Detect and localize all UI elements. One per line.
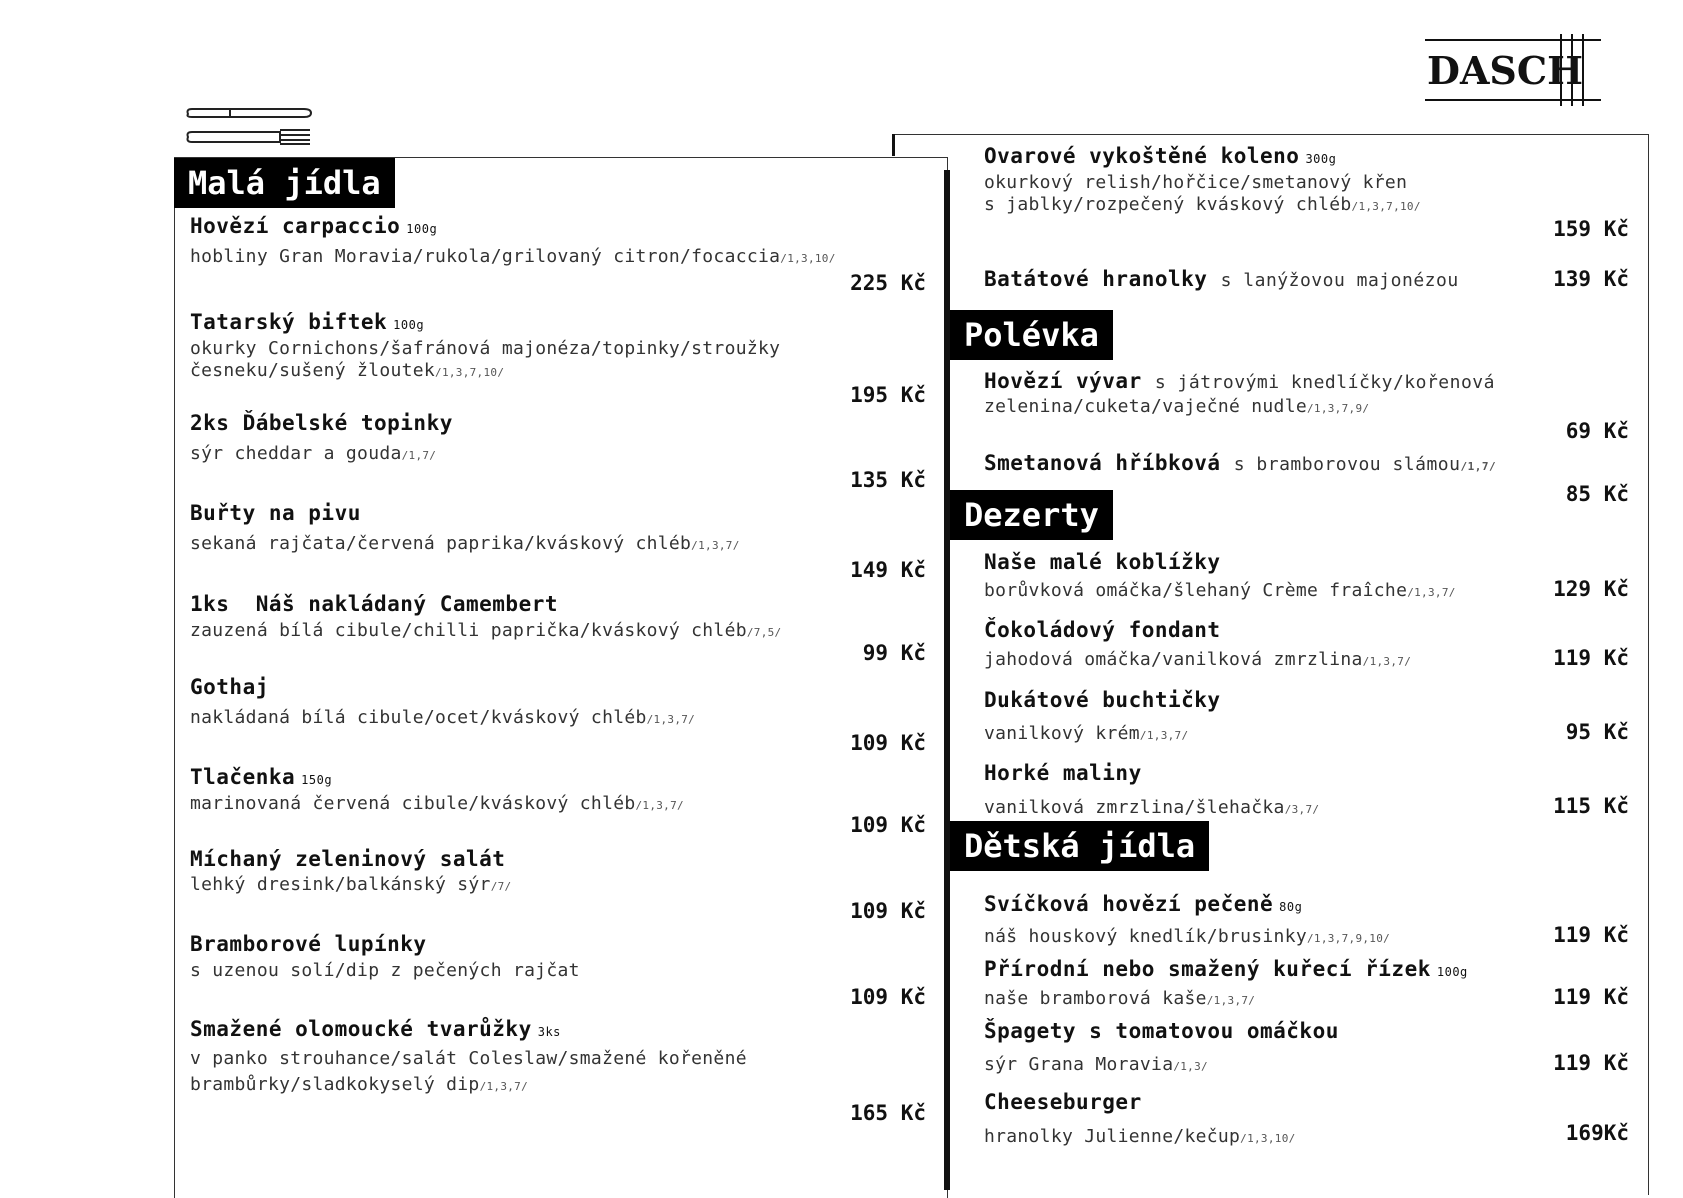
menu-item-desc: vanilková zmrzlina/šlehačka/3,7/ [984,797,1320,818]
menu-item-price: 109 Kč [850,899,926,923]
menu-item-name: Ovarové vykoštěné koleno 300g [984,144,1337,168]
section-title-dezerty: Dezerty [950,490,1113,540]
menu-item-desc: jahodová omáčka/vanilková zmrzlina/1,3,7/ [984,649,1412,670]
menu-item-price: 165 Kč [850,1101,926,1125]
menu-item-desc: naše bramborová kaše/1,3,7/ [984,988,1256,1009]
menu-item-name: Cheeseburger [984,1090,1142,1114]
menu-item-desc: v panko strouhance/salát Coleslaw/smažené kořeněné [190,1048,747,1069]
menu-item-name: Buřty na pivu [190,501,361,525]
menu-item-desc: zelenina/cuketa/vaječné nudle/1,3,7,9/ [984,396,1370,417]
menu-item-price: 119 Kč [1553,985,1629,1009]
panel-accent [892,134,895,156]
menu-item-price: 149 Kč [850,558,926,582]
section-title-polevka: Polévka [950,310,1113,360]
cutlery-icon [184,106,312,148]
menu-item-name: Dukátové buchtičky [984,688,1221,712]
logo-text: DASCH [1427,48,1584,93]
menu-item-desc: vanilkový krém/1,3,7/ [984,723,1189,744]
menu-item-price: 169Kč [1565,1121,1629,1145]
menu-item-price: 115 Kč [1553,794,1629,818]
menu-item-name: Špagety s tomatovou omáčkou [984,1019,1339,1043]
menu-item-desc: s uzenou solí/dip z pečených rajčat [190,960,580,981]
dasch-logo [1425,34,1601,106]
menu-item-name: Batátové hranolky s lanýžovou majonézou [984,267,1459,291]
menu-item-price: 119 Kč [1553,646,1629,670]
menu-item-name: 2ks Ďábelské topinky [190,411,453,435]
menu-item-name: Horké maliny [984,761,1142,785]
menu-item-desc: sekaná rajčata/červená paprika/kváskový chléb/1,3,7/ [190,533,740,554]
menu-item-name: Tlačenka 150g [190,765,333,789]
menu-item-price: 109 Kč [850,813,926,837]
menu-item-desc: sýr Grana Moravia/1,3/ [984,1054,1208,1075]
menu-item-price: 159 Kč [1553,217,1629,241]
menu-item-name: 1ks Náš nakládaný Camembert [190,592,559,616]
menu-item-desc: nakládaná bílá cibule/ocet/kváskový chléb/1,3,7/ [190,707,696,728]
menu-item-price: 195 Kč [850,383,926,407]
menu-item-price: 139 Kč [1553,267,1629,291]
menu-item-name: Gothaj [190,675,269,699]
menu-item-desc: hranolky Julienne/kečup/1,3,10/ [984,1126,1296,1147]
menu-item-name: Hovězí carpaccio 100g [190,214,438,238]
menu-item-desc: brambůrky/sladkokyselý dip/1,3,7/ [190,1074,529,1095]
menu-item-name: Čokoládový fondant [984,618,1221,642]
section-title-mala-jidla: Malá jídla [174,158,395,208]
menu-item-price: 129 Kč [1553,577,1629,601]
menu-item-price: 119 Kč [1553,1051,1629,1075]
menu-item-desc: sýr cheddar a gouda/1,7/ [190,443,437,464]
menu-item-desc: lehký dresink/balkánský sýr/7/ [190,874,512,895]
menu-item-name: Míchaný zeleninový salát [190,847,506,871]
menu-item-price: 135 Kč [850,468,926,492]
menu-item-price: 69 Kč [1565,419,1629,443]
menu-item-desc: okurky Cornichons/šafránová majonéza/topinky/stroužky [190,338,781,359]
section-title-detska-jidla: Dětská jídla [950,821,1209,871]
menu-item-price: 119 Kč [1553,923,1629,947]
menu-item-name: Hovězí vývar s játrovými knedlíčky/kořenová [984,369,1495,393]
menu-item-desc: česneku/sušený žloutek/1,3,7,10/ [190,360,505,381]
menu-item-desc: borůvková omáčka/šlehaný Crème fraîche/1,3,7/ [984,580,1456,601]
menu-item-price: 99 Kč [862,641,926,665]
menu-item-desc: náš houskový knedlík/brusinky/1,3,7,9,10/ [984,926,1391,947]
menu-item-desc: okurkový relish/hořčice/smetanový křen [984,172,1408,193]
menu-item-desc: hobliny Gran Moravia/rukola/grilovaný citron/focaccia/1,3,10/ [190,246,836,267]
menu-item-price: 225 Kč [850,271,926,295]
menu-item-price: 109 Kč [850,985,926,1009]
menu-item-name: Naše malé koblížky [984,550,1221,574]
menu-item-desc: s jablky/rozpečený kváskový chléb/1,3,7,10/ [984,194,1421,215]
menu-item-name: Smažené olomoucké tvarůžky 3ks [190,1017,561,1041]
menu-item-price: 109 Kč [850,731,926,755]
menu-item-name: Tatarský biftek 100g [190,310,425,334]
menu-item-price: 95 Kč [1565,720,1629,744]
menu-item-name: Smetanová hříbková s bramborovou slámou/1,7/ [984,451,1497,475]
menu-item-name: Přírodní nebo smažený kuřecí řízek 100g [984,957,1468,981]
menu-item-price: 85 Kč [1565,482,1629,506]
menu-item-name: Svíčková hovězí pečeně 80g [984,892,1303,916]
menu-item-desc: marinovaná červená cibule/kváskový chléb/1,3,7/ [190,793,684,814]
menu-item-name: Bramborové lupínky [190,932,427,956]
menu-item-desc: zauzená bílá cibule/chilli paprička/kváskový chléb/7,5/ [190,620,782,641]
